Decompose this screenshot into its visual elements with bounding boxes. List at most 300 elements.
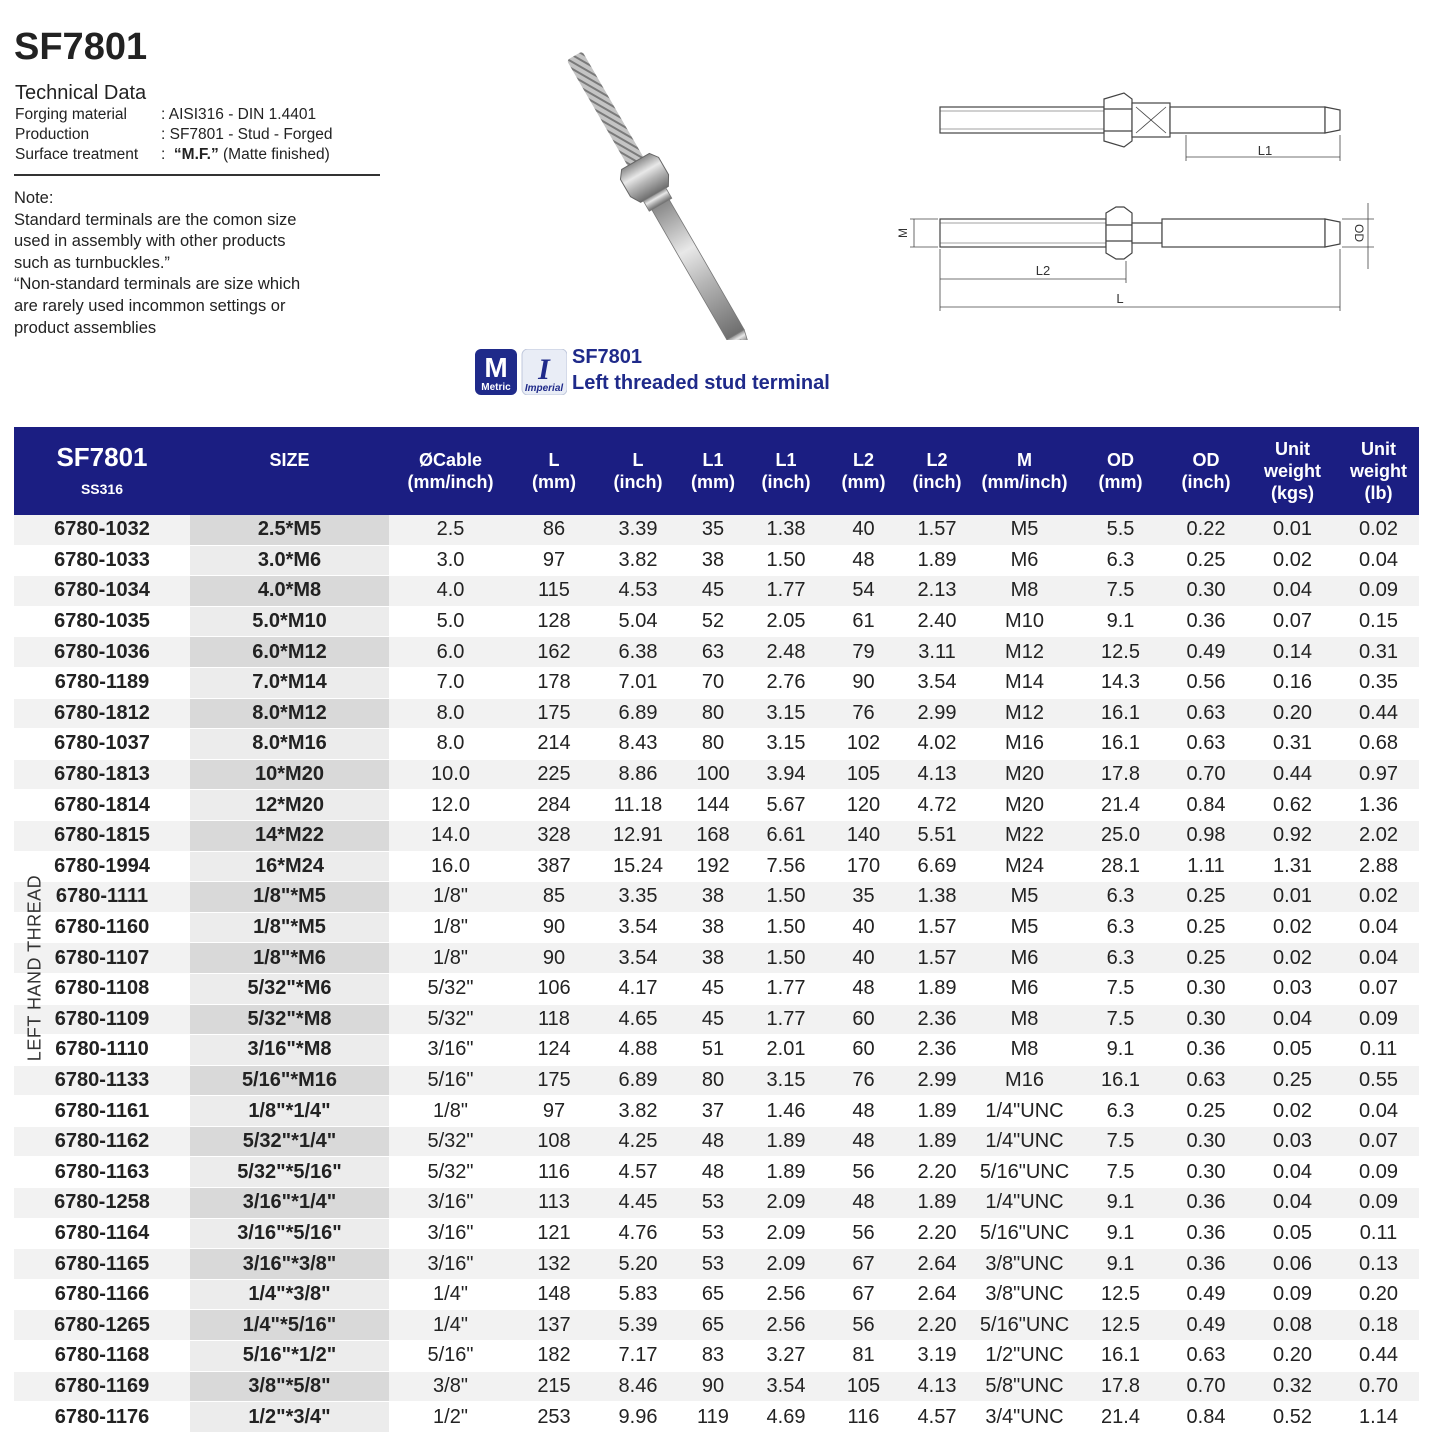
part-code-cell: 6780-1036 [14, 637, 190, 668]
spec-surface-treatment [15, 146, 330, 164]
stud-terminal-photo [480, 40, 820, 340]
header-text: L1 [702, 450, 724, 470]
value-cell: 1.50 [746, 545, 826, 576]
header-col-6 [826, 427, 901, 515]
value-cell: 0.04 [1247, 576, 1338, 607]
value-cell: 70 [680, 667, 746, 698]
label-l: L [1116, 291, 1124, 306]
value-cell: 65 [680, 1279, 746, 1310]
header-col-2 [512, 427, 596, 515]
size-cell: 8.0*M12 [190, 698, 389, 729]
value-cell: 0.05 [1247, 1218, 1338, 1249]
value-cell: 54 [826, 576, 901, 607]
header-text: (kgs) [1270, 483, 1314, 503]
value-cell: 4.69 [746, 1402, 826, 1433]
part-code-cell: 6780-1994 [14, 851, 190, 882]
value-cell: 0.03 [1247, 973, 1338, 1004]
value-cell: 0.02 [1247, 943, 1338, 974]
value-cell: 1.89 [901, 1126, 973, 1157]
value-cell: 83 [680, 1341, 746, 1372]
dimension-l2 [940, 249, 1126, 283]
value-cell: 0.04 [1247, 1004, 1338, 1035]
value-cell: 2.88 [1338, 851, 1419, 882]
value-cell: 45 [680, 576, 746, 607]
value-cell: 2.64 [901, 1279, 973, 1310]
value-cell: 214 [512, 729, 596, 760]
part-code-cell: 6780-1032 [14, 515, 190, 545]
value-cell: 0.25 [1165, 912, 1247, 943]
value-cell: 16.1 [1076, 698, 1165, 729]
value-cell: 51 [680, 1035, 746, 1066]
header-text: (inch) [613, 472, 663, 492]
value-cell: 35 [680, 515, 746, 545]
value-cell: M20 [973, 790, 1076, 821]
value-cell: 0.49 [1165, 1310, 1247, 1341]
table-row [14, 1096, 1419, 1127]
spec-value: : SF7801 - Stud - Forged [161, 126, 333, 143]
value-cell: 7.01 [596, 667, 680, 698]
value-cell: 1/4" [389, 1310, 512, 1341]
size-cell: 1/8"*M5 [190, 882, 389, 913]
value-cell: 1.11 [1165, 851, 1247, 882]
value-cell: 90 [680, 1371, 746, 1402]
value-cell: 0.36 [1165, 1188, 1247, 1219]
threaded-section [567, 51, 650, 177]
value-cell: 5/32" [389, 1126, 512, 1157]
spec-production [15, 126, 332, 144]
value-cell: M8 [973, 1035, 1076, 1066]
value-cell: 118 [512, 1004, 596, 1035]
value-cell: 35 [826, 882, 901, 913]
header-text: OD [1192, 450, 1220, 470]
value-cell: 1/4"UNC [973, 1126, 1076, 1157]
value-cell: 3/16" [389, 1035, 512, 1066]
size-cell: 1/2"*3/4" [190, 1402, 389, 1433]
value-cell: 144 [680, 790, 746, 821]
header-col-5 [746, 427, 826, 515]
value-cell: 2.09 [746, 1218, 826, 1249]
value-cell: 1/8" [389, 912, 512, 943]
header-col-10 [1165, 427, 1247, 515]
header-col-4 [680, 427, 746, 515]
size-cell: 10*M20 [190, 759, 389, 790]
part-code-cell: 6780-1035 [14, 606, 190, 637]
value-cell: 1.77 [746, 1004, 826, 1035]
imperial-label: Imperial [524, 383, 564, 394]
size-cell: 5/32"*5/16" [190, 1157, 389, 1188]
value-cell: 6.61 [746, 820, 826, 851]
spec-value: : AISI316 - DIN 1.4401 [161, 106, 317, 123]
value-cell: 4.76 [596, 1218, 680, 1249]
value-cell: 0.04 [1338, 943, 1419, 974]
part-code-cell: 6780-1162 [14, 1126, 190, 1157]
value-cell: 53 [680, 1188, 746, 1219]
value-cell: 3.39 [596, 515, 680, 545]
value-cell: 0.30 [1165, 1126, 1247, 1157]
value-cell: 56 [826, 1157, 901, 1188]
part-code-cell: 6780-1166 [14, 1279, 190, 1310]
technical-drawing [880, 85, 1380, 325]
value-cell: 6.89 [596, 698, 680, 729]
imperial-letter: I [538, 353, 550, 386]
part-code-cell: 6780-1815 [14, 820, 190, 851]
value-cell: 5.83 [596, 1279, 680, 1310]
value-cell: 9.1 [1076, 1188, 1165, 1219]
value-cell: 5/16"UNC [973, 1157, 1076, 1188]
value-cell: 0.02 [1338, 515, 1419, 545]
value-cell: 162 [512, 637, 596, 668]
value-cell: 0.22 [1165, 515, 1247, 545]
note-line: Standard terminals are the comon size [14, 210, 297, 229]
value-cell: 1.77 [746, 576, 826, 607]
value-cell: 0.01 [1247, 515, 1338, 545]
value-cell: 6.38 [596, 637, 680, 668]
value-cell: 0.36 [1165, 1249, 1247, 1280]
value-cell: 137 [512, 1310, 596, 1341]
value-cell: 0.98 [1165, 820, 1247, 851]
value-cell: 3.54 [901, 667, 973, 698]
part-code-cell: 6780-1133 [14, 1065, 190, 1096]
size-cell: 4.0*M8 [190, 576, 389, 607]
drawing-top-view [940, 93, 1340, 147]
value-cell: 86 [512, 515, 596, 545]
spec-label: Surface treatment [15, 146, 139, 163]
part-code-cell: 6780-1111 [14, 882, 190, 913]
value-cell: 140 [826, 820, 901, 851]
value-cell: 0.09 [1338, 1157, 1419, 1188]
value-cell: 37 [680, 1096, 746, 1127]
value-cell: 170 [826, 851, 901, 882]
size-cell: 5/32"*M6 [190, 973, 389, 1004]
header-col-11 [1247, 427, 1338, 515]
header-text: weight [1350, 461, 1407, 481]
header-col-8 [973, 427, 1076, 515]
value-cell: 4.45 [596, 1188, 680, 1219]
header-text: L [548, 450, 560, 470]
note-line: used in assembly with other products [14, 232, 286, 251]
value-cell: 0.70 [1165, 759, 1247, 790]
value-cell: 12.5 [1076, 637, 1165, 668]
value-cell: M6 [973, 943, 1076, 974]
table-row [14, 729, 1419, 760]
table-row [14, 790, 1419, 821]
table-row [14, 1310, 1419, 1341]
value-cell: 48 [826, 1096, 901, 1127]
header-text: (inch) [761, 472, 811, 492]
part-code-cell: 6780-1037 [14, 729, 190, 760]
value-cell: 0.04 [1247, 1188, 1338, 1219]
value-cell: 2.09 [746, 1188, 826, 1219]
value-cell: 0.63 [1165, 698, 1247, 729]
note-line: such as turnbuckles.” [14, 253, 170, 272]
value-cell: 48 [826, 545, 901, 576]
value-cell: 40 [826, 912, 901, 943]
spec-forging-material [15, 106, 316, 124]
header-text: (inch) [912, 472, 962, 492]
table-row [14, 1157, 1419, 1188]
value-cell: 1.89 [901, 1188, 973, 1219]
value-cell: 15.24 [596, 851, 680, 882]
value-cell: 0.52 [1247, 1402, 1338, 1433]
value-cell: 1/8" [389, 943, 512, 974]
table-row [14, 667, 1419, 698]
value-cell: 0.30 [1165, 576, 1247, 607]
value-cell: 4.0 [389, 576, 512, 607]
value-cell: 53 [680, 1249, 746, 1280]
value-cell: 1.89 [746, 1126, 826, 1157]
header-text: L1 [775, 450, 797, 470]
header-text: M [1017, 450, 1032, 470]
value-cell: M24 [973, 851, 1076, 882]
value-cell: 0.49 [1165, 1279, 1247, 1310]
side-label [20, 872, 50, 1064]
value-cell: 192 [680, 851, 746, 882]
part-code-cell: 6780-1161 [14, 1096, 190, 1127]
value-cell: 0.02 [1247, 912, 1338, 943]
header-text: Unit [1361, 439, 1396, 459]
value-cell: 0.16 [1247, 667, 1338, 698]
value-cell: 0.25 [1165, 882, 1247, 913]
part-code-cell: 6780-1169 [14, 1371, 190, 1402]
value-cell: 16.0 [389, 851, 512, 882]
value-cell: 4.02 [901, 729, 973, 760]
value-cell: 148 [512, 1279, 596, 1310]
value-cell: 5/32" [389, 1004, 512, 1035]
value-cell: 102 [826, 729, 901, 760]
spec-value-prefix: : [161, 146, 174, 163]
value-cell: M6 [973, 545, 1076, 576]
divider [14, 174, 380, 176]
header-col-9 [1076, 427, 1165, 515]
value-cell: 1.77 [746, 973, 826, 1004]
size-cell: 5.0*M10 [190, 606, 389, 637]
value-cell: 48 [826, 973, 901, 1004]
value-cell: 48 [826, 1188, 901, 1219]
table-row [14, 1065, 1419, 1096]
value-cell: 0.02 [1247, 1096, 1338, 1127]
dimension-l [940, 249, 1340, 311]
value-cell: 4.65 [596, 1004, 680, 1035]
size-cell: 7.0*M14 [190, 667, 389, 698]
value-cell: 2.20 [901, 1157, 973, 1188]
value-cell: 1.57 [901, 912, 973, 943]
metric-letter: M [484, 352, 508, 383]
value-cell: 0.02 [1338, 882, 1419, 913]
value-cell: 9.1 [1076, 1218, 1165, 1249]
header-text: L2 [852, 450, 874, 470]
value-cell: 6.89 [596, 1065, 680, 1096]
value-cell: 284 [512, 790, 596, 821]
header-col-1 [389, 427, 512, 515]
value-cell: 3.19 [901, 1341, 973, 1372]
value-cell: 0.11 [1338, 1035, 1419, 1066]
value-cell: 5.0 [389, 606, 512, 637]
swage-body [652, 200, 744, 340]
value-cell: 16.1 [1076, 1065, 1165, 1096]
value-cell: 1.89 [901, 545, 973, 576]
header-text: (mm) [841, 472, 886, 492]
header-text: (lb) [1364, 483, 1393, 503]
size-cell: 3/16"*5/16" [190, 1218, 389, 1249]
value-cell: 2.36 [901, 1004, 973, 1035]
value-cell: 5.04 [596, 606, 680, 637]
table-row [14, 1004, 1419, 1035]
value-cell: 0.68 [1338, 729, 1419, 760]
table-header-row [14, 427, 1419, 515]
header-col-7 [901, 427, 973, 515]
value-cell: 61 [826, 606, 901, 637]
header-text: (mm) [691, 472, 735, 492]
value-cell: 3.15 [746, 698, 826, 729]
value-cell: 5/32" [389, 1157, 512, 1188]
table-row [14, 820, 1419, 851]
value-cell: 132 [512, 1249, 596, 1280]
value-cell: 40 [826, 943, 901, 974]
size-cell: 3.0*M6 [190, 545, 389, 576]
value-cell: 0.62 [1247, 790, 1338, 821]
value-cell: 328 [512, 820, 596, 851]
value-cell: 2.99 [901, 698, 973, 729]
value-cell: 100 [680, 759, 746, 790]
value-cell: 0.97 [1338, 759, 1419, 790]
value-cell: 76 [826, 698, 901, 729]
value-cell: 80 [680, 729, 746, 760]
value-cell: 21.4 [1076, 790, 1165, 821]
value-cell: 4.13 [901, 759, 973, 790]
value-cell: 7.5 [1076, 1004, 1165, 1035]
value-cell: M20 [973, 759, 1076, 790]
header-text: (mm) [532, 472, 576, 492]
value-cell: 0.44 [1338, 698, 1419, 729]
table-row [14, 943, 1419, 974]
value-cell: 105 [826, 1371, 901, 1402]
value-cell: 6.3 [1076, 882, 1165, 913]
value-cell: 5/16"UNC [973, 1310, 1076, 1341]
value-cell: M8 [973, 1004, 1076, 1035]
value-cell: 1.14 [1338, 1402, 1419, 1433]
note-block [14, 188, 374, 339]
value-cell: 2.02 [1338, 820, 1419, 851]
value-cell: 0.30 [1165, 1004, 1247, 1035]
header-text: (mm/inch) [407, 472, 494, 492]
value-cell: 0.04 [1247, 1157, 1338, 1188]
value-cell: 17.8 [1076, 1371, 1165, 1402]
value-cell: 4.57 [901, 1402, 973, 1433]
value-cell: 4.88 [596, 1035, 680, 1066]
value-cell: 2.64 [901, 1249, 973, 1280]
value-cell: 76 [826, 1065, 901, 1096]
header-text: ØCable [418, 450, 483, 470]
header-col-3 [596, 427, 680, 515]
value-cell: 0.92 [1247, 820, 1338, 851]
value-cell: 3.94 [746, 759, 826, 790]
value-cell: 0.84 [1165, 1402, 1247, 1433]
value-cell: 0.63 [1165, 1341, 1247, 1372]
value-cell: 0.35 [1338, 667, 1419, 698]
value-cell: 1/2"UNC [973, 1341, 1076, 1372]
value-cell: 0.25 [1165, 1096, 1247, 1127]
value-cell: 0.25 [1165, 943, 1247, 974]
part-code-cell: 6780-1265 [14, 1310, 190, 1341]
size-cell: 12*M20 [190, 790, 389, 821]
label-od: OD [1351, 224, 1366, 242]
size-cell: 3/8"*5/8" [190, 1371, 389, 1402]
value-cell: 1.89 [901, 1096, 973, 1127]
value-cell: 0.02 [1247, 545, 1338, 576]
value-cell: 0.25 [1165, 545, 1247, 576]
value-cell: 0.18 [1338, 1310, 1419, 1341]
value-cell: 25.0 [1076, 820, 1165, 851]
header-col-0 [190, 427, 389, 515]
value-cell: 0.63 [1165, 729, 1247, 760]
value-cell: 0.20 [1247, 1341, 1338, 1372]
header-text: weight [1264, 461, 1321, 481]
value-cell: M10 [973, 606, 1076, 637]
value-cell: 5/16" [389, 1341, 512, 1372]
value-cell: 0.07 [1338, 1126, 1419, 1157]
value-cell: 106 [512, 973, 596, 1004]
value-cell: 7.17 [596, 1341, 680, 1372]
dimension-m [910, 219, 938, 247]
part-code-cell: 6780-1168 [14, 1341, 190, 1372]
value-cell: 5/16" [389, 1065, 512, 1096]
value-cell: 3/16" [389, 1218, 512, 1249]
value-cell: 8.86 [596, 759, 680, 790]
value-cell: 3/16" [389, 1188, 512, 1219]
value-cell: 40 [826, 515, 901, 545]
value-cell: 105 [826, 759, 901, 790]
value-cell: 60 [826, 1035, 901, 1066]
table-row [14, 1035, 1419, 1066]
value-cell: 2.05 [746, 606, 826, 637]
value-cell: 119 [680, 1402, 746, 1433]
value-cell: 120 [826, 790, 901, 821]
value-cell: 0.20 [1338, 1279, 1419, 1310]
value-cell: 2.76 [746, 667, 826, 698]
table-row [14, 515, 1419, 545]
value-cell: 0.55 [1338, 1065, 1419, 1096]
value-cell: 0.05 [1247, 1035, 1338, 1066]
value-cell: 1.38 [746, 515, 826, 545]
value-cell: M16 [973, 1065, 1076, 1096]
value-cell: 1.31 [1247, 851, 1338, 882]
header-text: SIZE [269, 450, 310, 470]
value-cell: M5 [973, 515, 1076, 545]
value-cell: 0.30 [1165, 1157, 1247, 1188]
value-cell: 3.54 [596, 912, 680, 943]
value-cell: 1.89 [746, 1157, 826, 1188]
value-cell: 0.03 [1247, 1126, 1338, 1157]
value-cell: 3.82 [596, 1096, 680, 1127]
size-cell: 3/16"*M8 [190, 1035, 389, 1066]
value-cell: 9.96 [596, 1402, 680, 1433]
value-cell: 6.69 [901, 851, 973, 882]
value-cell: 2.5 [389, 515, 512, 545]
part-code-cell: 6780-1033 [14, 545, 190, 576]
value-cell: 0.20 [1247, 698, 1338, 729]
header-text: L2 [926, 450, 948, 470]
product-name: Left threaded stud terminal [572, 372, 830, 394]
value-cell: 3/4"UNC [973, 1402, 1076, 1433]
part-code-cell: 6780-1189 [14, 667, 190, 698]
spec-label: Forging material [15, 106, 127, 123]
table-row [14, 637, 1419, 668]
unit-badges [475, 349, 567, 395]
table-row [14, 912, 1419, 943]
value-cell: 65 [680, 1310, 746, 1341]
part-code-cell: 6780-1109 [14, 1004, 190, 1035]
value-cell: 0.36 [1165, 1218, 1247, 1249]
